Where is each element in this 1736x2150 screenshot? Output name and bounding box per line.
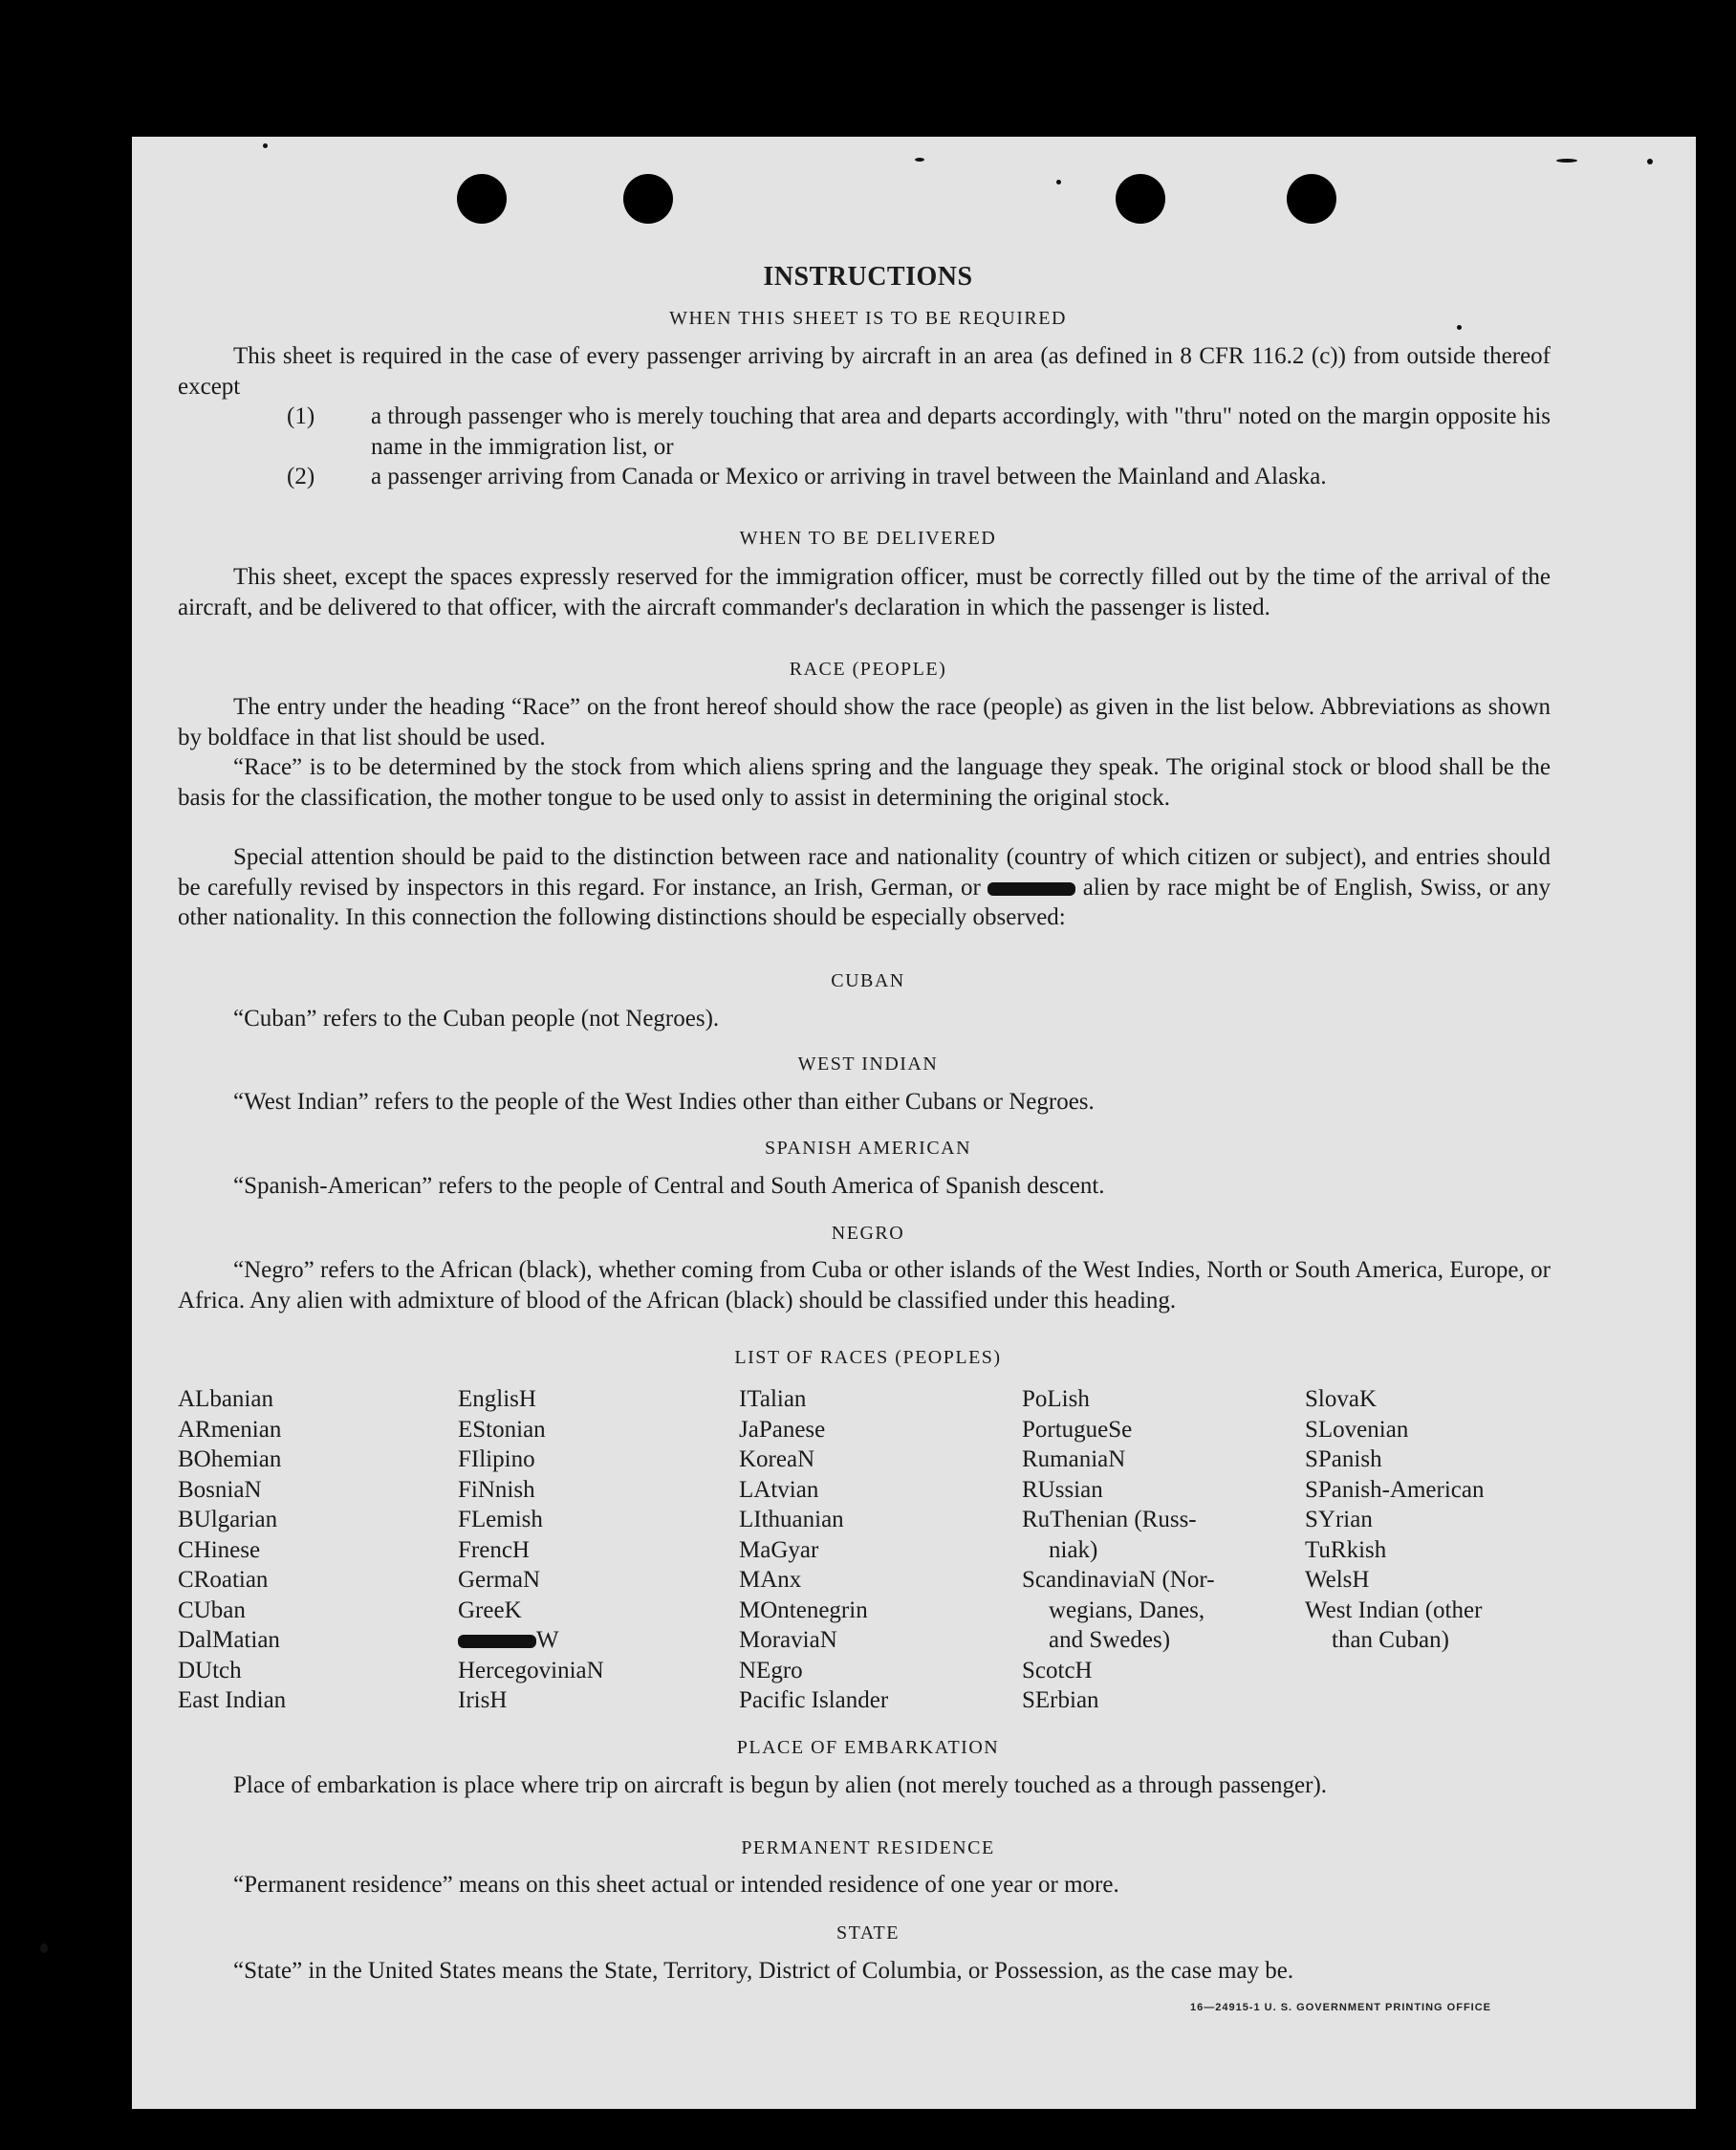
race-list-item: ScandinaviaN (Nor-: [1022, 1567, 1215, 1593]
section-heading-spanish-american: SPANISH AMERICAN: [764, 1138, 972, 1159]
section-heading-when-required: WHEN THIS SHEET IS TO BE REQUIRED: [669, 308, 1067, 329]
race-list-item: WelsH: [1305, 1567, 1370, 1593]
when-required-intro: This sheet is required in the case of every passenger arriving by aircraft in an area (as defined in 8 CFR 116.2 (c)) from outside thereof except: [178, 343, 1551, 400]
race-list-item: ALbanian: [178, 1386, 273, 1412]
exception-item-2: (2) a passenger arriving from Canada or Mexico or arriving in travel between the Mainland and Alaska.: [287, 464, 1327, 489]
race-list-item: SPanish: [1305, 1446, 1382, 1472]
race-list-item: RuThenian (Russ-: [1022, 1507, 1197, 1532]
ink-speck: [1556, 159, 1577, 163]
permanent-residence-text: “Permanent residence” means on this sheet actual or intended residence of one year or more.: [233, 1872, 1119, 1898]
ink-speck: [1056, 180, 1061, 185]
race-list-item: SYrian: [1305, 1507, 1373, 1532]
punch-hole: [1116, 174, 1165, 224]
race-list-item: GreeK: [458, 1596, 522, 1623]
redaction-mark: [458, 1635, 536, 1648]
race-list-item: PoLish: [1022, 1386, 1090, 1412]
race-list-item: MAnx: [739, 1567, 802, 1593]
race-list-item: BUlgarian: [178, 1507, 278, 1532]
race-list-item-continuation: and Swedes): [1049, 1627, 1171, 1653]
section-heading-state: STATE: [836, 1922, 900, 1944]
punch-hole: [1287, 174, 1336, 224]
section-heading-permanent-residence: PERMANENT RESIDENCE: [741, 1837, 995, 1858]
section-heading-race: RACE (PEOPLE): [789, 659, 947, 680]
race-list-item: CUban: [178, 1596, 246, 1623]
ink-speck: [40, 1944, 48, 1953]
race-list-item: ITalian: [739, 1386, 807, 1412]
section-heading-negro: NEGRO: [831, 1223, 905, 1244]
race-list-item: West Indian (other: [1305, 1596, 1483, 1623]
race-list-item-continuation: niak): [1049, 1536, 1098, 1563]
race-list-column-2: [458, 1384, 604, 1716]
embarkation-text: Place of embarkation is place where trip on aircraft is begun by alien (not merely touched as a through passenger).: [233, 1772, 1328, 1798]
race-list-item: IrisH: [458, 1687, 508, 1713]
race-list-item: DUtch: [178, 1657, 242, 1683]
race-list-item: East Indian: [178, 1687, 287, 1713]
race-list-item: BOhemian: [178, 1446, 282, 1472]
race-list-column-1: [178, 1384, 286, 1716]
race-list-item: MoraviaN: [739, 1627, 837, 1653]
section-heading-embarkation: PLACE OF EMBARKATION: [736, 1737, 1000, 1758]
punch-hole: [623, 174, 673, 224]
spanish-american-text: “Spanish-American” refers to the people of Central and South America of Spanish descent.: [233, 1173, 1105, 1199]
race-list-column-3: [739, 1384, 888, 1716]
ink-speck: [263, 143, 268, 148]
ink-speck: [915, 158, 924, 162]
page-title: INSTRUCTIONS: [763, 262, 973, 292]
race-list-item: SlovaK: [1305, 1386, 1377, 1412]
race-paragraph-2: “Race” is to be determined by the stock from which aliens spring and the language they speak. The original stock or blood shall be the basis for the classification, the mother tongue to be used only to assist in determining the original stock.: [178, 754, 1551, 811]
race-list-item-redacted: W: [458, 1625, 604, 1656]
race-list-item: FrencH: [458, 1536, 530, 1563]
race-list-item: JaPanese: [739, 1416, 826, 1443]
race-list-item: LAtvian: [739, 1476, 819, 1503]
race-list-item: SErbian: [1022, 1687, 1099, 1713]
race-list-item-continuation: than Cuban): [1332, 1627, 1449, 1653]
section-heading-west-indian: WEST INDIAN: [797, 1053, 939, 1075]
race-list-item: EStonian: [458, 1416, 546, 1443]
race-list-column-5: [1305, 1384, 1484, 1656]
race-paragraph-3: Special attention should be paid to the distinction between race and nationality (country of which citizen or subject), and entries should be carefully revised by inspectors in this regard. For instance, an Irish, German, or alien by race might be of English, Swiss, or any other nationality. In this connection the following distinctions should be especially observed:: [178, 844, 1552, 930]
race-list-item: RUssian: [1022, 1476, 1103, 1503]
ink-speck: [1647, 159, 1653, 164]
race-list-item: ScotcH: [1022, 1657, 1093, 1683]
race-list-column-4: [1022, 1384, 1215, 1716]
race-list-item: HercegoviniaN: [458, 1657, 604, 1683]
race-list-item: PortugueSe: [1022, 1416, 1133, 1443]
race-paragraph-1: The entry under the heading “Race” on the front hereof should show the race (people) as given in the list below. Abbreviations as shown by boldface in that list should be used.: [178, 694, 1551, 750]
cuban-text: “Cuban” refers to the Cuban people (not Negroes).: [233, 1006, 720, 1032]
race-list-item: TuRkish: [1305, 1536, 1387, 1563]
redaction-mark: [987, 882, 1075, 896]
race-list-item: MaGyar: [739, 1536, 819, 1563]
race-list-item: CRoatian: [178, 1567, 269, 1593]
race-list-item: FLemish: [458, 1507, 543, 1532]
race-list-item: MOntenegrin: [739, 1596, 868, 1623]
section-heading-when-delivered: WHEN TO BE DELIVERED: [739, 528, 997, 549]
section-heading-list-of-races: LIST OF RACES (PEOPLES): [734, 1347, 1002, 1368]
race-list-item: BosniaN: [178, 1476, 262, 1503]
when-delivered-text: This sheet, except the spaces expressly reserved for the immigration officer, must be correctly filled out by the time of the arrival of the aircraft, and be delivered to that officer, with the aircraft commander's declaration in which the passenger is listed.: [178, 564, 1551, 620]
race-list-item: RumaniaN: [1022, 1446, 1126, 1472]
exception-item-1: (1) a through passenger who is merely touching that area and departs accordingly, with "thru" noted on the margin opposite his name in the immigration list, or: [287, 403, 1551, 460]
race-list-item: KoreaN: [739, 1446, 815, 1472]
race-list-item: FiNnish: [458, 1476, 535, 1503]
punch-hole: [457, 174, 507, 224]
race-list-item: EnglisH: [458, 1386, 536, 1412]
state-text: “State” in the United States means the State, Territory, District of Columbia, or Possession, as the case may be.: [233, 1958, 1294, 1984]
negro-text: “Negro” refers to the African (black), whether coming from Cuba or other islands of the West Indies, North or South America, Europe, or Africa. Any alien with admixture of blood of the African (black) should be classified under this heading.: [178, 1257, 1551, 1314]
race-list-item: FIlipino: [458, 1446, 535, 1472]
race-list-item: Pacific Islander: [739, 1687, 889, 1713]
printing-office-footer: 16—24915-1 U. S. GOVERNMENT PRINTING OFFICE: [1190, 2002, 1492, 2013]
race-list-item: ARmenian: [178, 1416, 282, 1443]
race-list-item: SPanish-American: [1305, 1476, 1485, 1503]
race-list-item: SLovenian: [1305, 1416, 1409, 1443]
west-indian-text: “West Indian” refers to the people of the West Indies other than either Cubans or Negroes.: [233, 1089, 1095, 1115]
section-heading-cuban: CUBAN: [831, 970, 905, 991]
race-list-item-continuation: wegians, Danes,: [1049, 1596, 1205, 1623]
race-list-item: GermaN: [458, 1567, 541, 1593]
race-list-item: CHinese: [178, 1536, 261, 1563]
race-list-item: NEgro: [739, 1657, 803, 1683]
race-list-item: DalMatian: [178, 1627, 280, 1653]
race-list-item: LIthuanian: [739, 1507, 844, 1532]
